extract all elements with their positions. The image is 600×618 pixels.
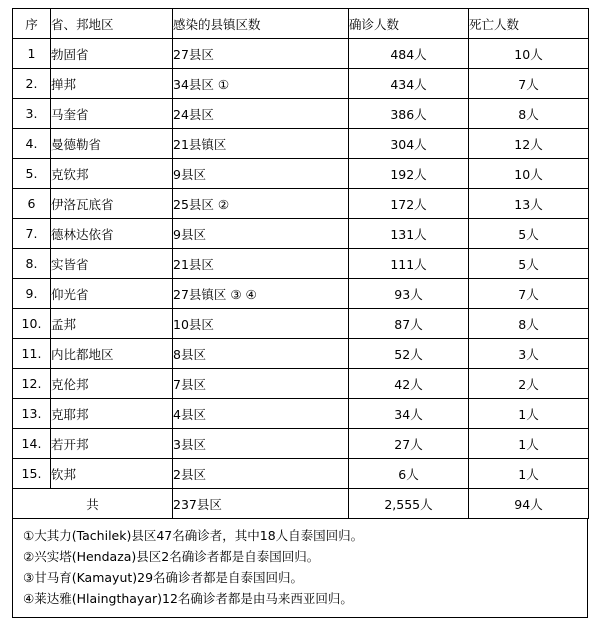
cell-townships: 9县区 (173, 219, 349, 249)
cell-confirmed: 434人 (349, 69, 469, 99)
table-row (13, 129, 589, 159)
cell-seq: 9. (13, 279, 51, 309)
total-confirmed: 2,555人 (349, 489, 469, 519)
cell-deaths: 3人 (469, 339, 589, 369)
total-townships: 237县区 (173, 489, 349, 519)
cell-deaths: 2人 (469, 369, 589, 399)
table-row (13, 399, 589, 429)
total-label: 共 (13, 489, 173, 519)
cell-townships: 8县区 (173, 339, 349, 369)
cell-townships: 27县镇区 ③ ④ (173, 279, 349, 309)
table-row (13, 189, 589, 219)
cell-state: 若开邦 (51, 429, 173, 459)
cell-deaths: 10人 (469, 159, 589, 189)
cell-townships: 10县区 (173, 309, 349, 339)
table-row (13, 99, 589, 129)
cell-seq: 13. (13, 399, 51, 429)
table-row (13, 159, 589, 189)
cell-townships: 7县区 (173, 369, 349, 399)
footnote-2: ②兴实塔(Hendaza)县区2名确诊者都是自泰国回归。 (23, 549, 320, 564)
table-row (13, 339, 589, 369)
cell-seq: 3. (13, 99, 51, 129)
cell-townships: 21县区 (173, 249, 349, 279)
table-header (13, 9, 589, 39)
cell-state: 德林达依省 (51, 219, 173, 249)
cell-townships: 4县区 (173, 399, 349, 429)
cell-deaths: 8人 (469, 309, 589, 339)
cell-confirmed: 192人 (349, 159, 469, 189)
cell-state: 克钦邦 (51, 159, 173, 189)
cell-state: 克耶邦 (51, 399, 173, 429)
table-row (13, 39, 589, 69)
cell-deaths: 5人 (469, 249, 589, 279)
cell-confirmed: 131人 (349, 219, 469, 249)
cell-state: 钦邦 (51, 459, 173, 489)
cell-seq: 7. (13, 219, 51, 249)
cell-seq: 1 (13, 39, 51, 69)
cell-deaths: 12人 (469, 129, 589, 159)
cell-deaths: 10人 (469, 39, 589, 69)
cell-confirmed: 34人 (349, 399, 469, 429)
cell-confirmed: 87人 (349, 309, 469, 339)
column-header-seq: 序 (13, 9, 51, 39)
column-header-state: 省、邦地区 (51, 9, 173, 39)
cell-townships: 2县区 (173, 459, 349, 489)
cell-deaths: 1人 (469, 399, 589, 429)
total-deaths: 94人 (469, 489, 589, 519)
cell-deaths: 1人 (469, 459, 589, 489)
table-row (13, 249, 589, 279)
cell-seq: 15. (13, 459, 51, 489)
cell-state: 内比都地区 (51, 339, 173, 369)
cell-confirmed: 93人 (349, 279, 469, 309)
cell-state: 克伦邦 (51, 369, 173, 399)
cell-state: 仰光省 (51, 279, 173, 309)
cell-seq: 14. (13, 429, 51, 459)
cell-seq: 6 (13, 189, 51, 219)
cell-confirmed: 386人 (349, 99, 469, 129)
cell-townships: 25县区 ② (173, 189, 349, 219)
table-row (13, 429, 589, 459)
table-row (13, 69, 589, 99)
cell-townships: 9县区 (173, 159, 349, 189)
footnote-1: ①大其力(Tachilek)县区47名确诊者，其中18人自泰国回归。 (23, 528, 364, 543)
cell-confirmed: 52人 (349, 339, 469, 369)
table-row (13, 219, 589, 249)
cell-seq: 10. (13, 309, 51, 339)
column-header-deaths: 死亡人数 (469, 9, 589, 39)
cell-confirmed: 304人 (349, 129, 469, 159)
table-row (13, 459, 589, 489)
cell-deaths: 7人 (469, 279, 589, 309)
footnote-3: ③甘马育(Kamayut)29名确诊者都是自泰国回归。 (23, 570, 304, 585)
table-body (13, 39, 589, 519)
cell-deaths: 5人 (469, 219, 589, 249)
table-row (13, 309, 589, 339)
cell-confirmed: 111人 (349, 249, 469, 279)
column-header-townships: 感染的县镇区数 (173, 9, 349, 39)
covid-state-table (12, 8, 589, 519)
column-header-confirmed: 确诊人数 (349, 9, 469, 39)
cell-townships: 34县区 ① (173, 69, 349, 99)
table-row (13, 279, 589, 309)
cell-deaths: 8人 (469, 99, 589, 129)
cell-seq: 2. (13, 69, 51, 99)
cell-seq: 11. (13, 339, 51, 369)
cell-seq: 8. (13, 249, 51, 279)
cell-townships: 3县区 (173, 429, 349, 459)
cell-seq: 12. (13, 369, 51, 399)
cell-confirmed: 42人 (349, 369, 469, 399)
cell-seq: 4. (13, 129, 51, 159)
cell-townships: 21县镇区 (173, 129, 349, 159)
cell-state: 孟邦 (51, 309, 173, 339)
cell-confirmed: 172人 (349, 189, 469, 219)
table-header-row (13, 9, 589, 39)
table-row (13, 369, 589, 399)
cell-deaths: 7人 (469, 69, 589, 99)
cell-confirmed: 6人 (349, 459, 469, 489)
cell-state: 伊洛瓦底省 (51, 189, 173, 219)
cell-confirmed: 27人 (349, 429, 469, 459)
footnote-4: ④莱达雅(Hlaingthayar)12名确诊者都是由马来西亚回归。 (23, 591, 353, 606)
cell-deaths: 13人 (469, 189, 589, 219)
cell-state: 曼德勒省 (51, 129, 173, 159)
cell-state: 马奎省 (51, 99, 173, 129)
footnotes-block (12, 519, 588, 618)
table-total-row (13, 489, 589, 519)
cell-state: 掸邦 (51, 69, 173, 99)
cell-deaths: 1人 (469, 429, 589, 459)
cell-townships: 24县区 (173, 99, 349, 129)
cell-seq: 5. (13, 159, 51, 189)
cell-townships: 27县区 (173, 39, 349, 69)
cell-state: 勃固省 (51, 39, 173, 69)
cell-confirmed: 484人 (349, 39, 469, 69)
cell-state: 实皆省 (51, 249, 173, 279)
